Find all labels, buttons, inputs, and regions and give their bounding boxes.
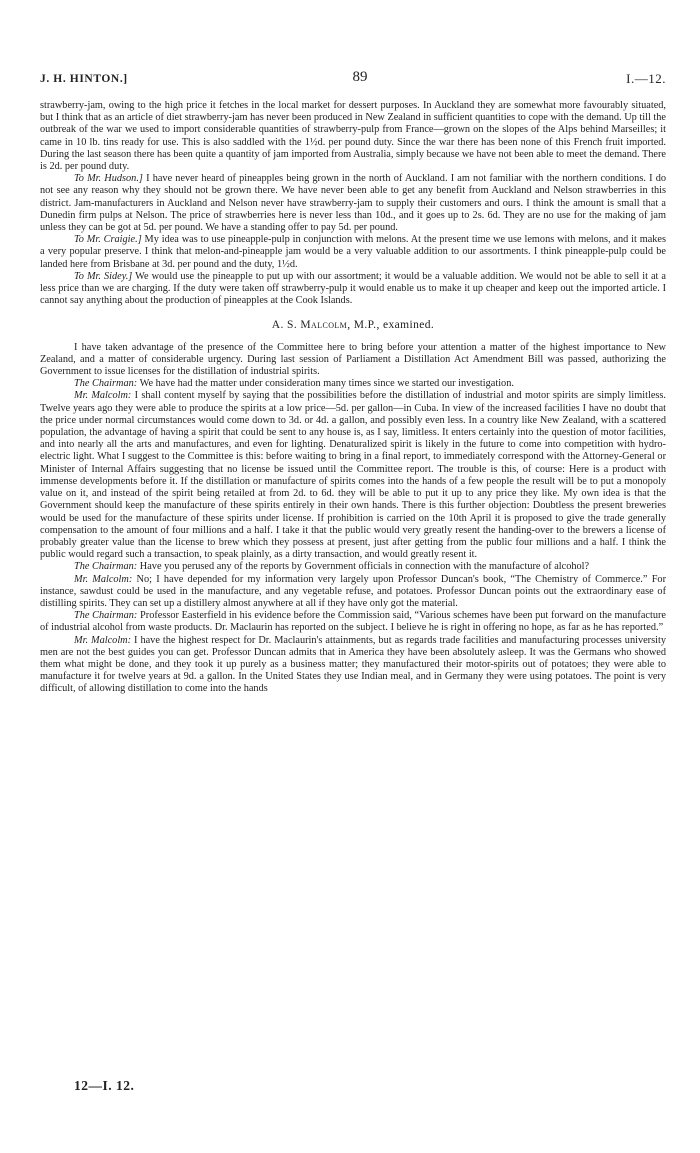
page-header bbox=[40, 70, 666, 88]
paragraph-chairman-3: The Chairman: Professor Easterfield in his evidence before the Commission said, “Various schemes have been put forward on the manufacture of industrial alcohol from waste products. Dr. Maclaurin has reported on the subject. I believe he is right in offering no hope, as far as he has reported.” bbox=[40, 610, 666, 634]
speaker-label: The Chairman: bbox=[74, 610, 138, 622]
paragraph-craigie: To Mr. Craigie.] My idea was to use pineapple-pulp in conjunction with melons. At the present time we use lemons with melons, and it makes a very popular preserve. I think that melon-and-pineapple jam would be a very valuable addition to our assortments. I think pineapple-pulp could be landed here from Brisbane at 3d. per pound and the duty, 1½d. bbox=[40, 234, 667, 270]
paragraph-chairman-2: The Chairman: Have you perused any of the reports by Government officials in connection with the manufacture of alcohol? bbox=[74, 561, 590, 573]
paragraph-malcolm-2: Mr. Malcolm: No; I have depended for my information very largely upon Professor Duncan's book, “The Chemistry of Commerce.” For instance, sawdust could be used in the manufacture, and any vegetable refuse, and potatoes. Professor Duncan points out the extraordinary ease of distilling spirits. They can set up a distillery almost anywhere at all if they have only got the material. bbox=[40, 573, 666, 609]
paragraph-hudson: To Mr. Hudson.] I have never heard of pineapples being grown in the north of Auckland. I am not familiar with the northern conditions. I do not see any reason why they should not be grown there. We have never been able to get any benefit from Auckland and Nelson strawberries in this district. Jam-manufacturers in Auckland and Nelson never have strawberry-jam to supply their customers and ours. I think the amount is small that a Dunedin firm pulps at Nelson. The price of strawberries here is never less than 10d., and it goes up to 2s. 6d. They are no use for the making of jam unless they can be got at 5d. per pound. We have a standing offer to pay 5d. per pound. bbox=[40, 173, 666, 234]
speaker-label: The Chairman: bbox=[74, 378, 138, 390]
speaker-label: To Mr. Hudson.] bbox=[74, 173, 143, 185]
paragraph-chairman-1: The Chairman: We have had the matter under consideration many times since we started our investigation. bbox=[74, 378, 514, 390]
paragraph-malcolm-intro: I have taken advantage of the presence of the Committee here to bring before your attention a matter of the highest importance to New Zealand, and a matter of considerable urgency. During last session of Parliament a Distillation Act Amendment Bill was passed, authorizing the Government to issue licenses for the distillation of industrial spirits. bbox=[40, 341, 666, 378]
page-number: 89 bbox=[352, 69, 368, 85]
paragraph-malcolm-1: Mr. Malcolm: I shall content myself by saying that the possibilities before the distillation of industrial and motor spirits are simply limitless. Twelve years ago they were able to produce the spirits at a low price—5d. per gallon—in Cuba. In view of the increased facilities I have no doubt that the price under normal circumstances would come down to 3d. or 4d. a gallon, and possibly even less. In a country like New Zealand, with a scattered population, the advantage of having a spirit that could be sent to any house is, as I say, limitless. It enters certainly into the question of motor facilities, and into nearly all the arts and manufactures, and even for lighting. Denaturalized spirit is likely in the future to come into competition with hydro-electric light. What I suggest to the Committee is this: before waiting to bring in a final report, to immediately correspond with the Attorney-General or Minister of Internal Affairs suggesting that no license be issued until the Committee report. The trouble is this, of course: Here is a product with immense developments before it. If the distillation or manufacture of spirits comes into the hands of a few people the result will be to put a monopoly value on it, and instead of the spirit being retailed at from 2d. to 6d. they will be able to put it up to any price they like. My own idea is that the Government should keep the manufacture of these spirits entirely in their own hands. There is this further objection: Doubtless the present breweries would be used for the manufacture of these spirits under license. If prohibition is carried on the 10th April it is proposed to give the trade generally compensation to the amount of four millions and a half. I take it that the public would very greatly resent the handing-over to the brewers a license of probably greater value than the license to brew which they possess at present, just after getting from the public four millions and a half. I think the public would regard such a transaction, to speak plainly, as a dirty transaction, and would greatly resent it. bbox=[40, 390, 666, 561]
section-heading bbox=[40, 319, 666, 331]
header-document-reference: I.—12. bbox=[626, 71, 666, 86]
page-body bbox=[40, 100, 666, 696]
header-witness-name: J. H. HINTON.] bbox=[40, 73, 128, 85]
page-footer-signature: 12—I. 12. bbox=[74, 1078, 135, 1093]
speaker-label: To Mr. Craigie.] bbox=[74, 234, 142, 246]
paragraph-continued: strawberry-jam, owing to the high price it fetches in the local market for dessert purposes. In Auckland they are somewhat more favourably situated, but I think that as an article of diet strawberry-jam has never been produced in New Zealand in sufficient quantities to cope with the demand. Up till the outbreak of the war we used to import considerable quantities of strawberry-pulp from France—grown on the slopes of the Alps behind Marseilles; it came in 10 lb. tins ready for use. This is also saddled with the 1½d. per pound duty. Since the war there has been none of this French fruit imported. During the last season there has been quite a quantity of jam imported from Australia, simply because we have not been able to meet the demand. There is 2d. per pound duty. bbox=[40, 100, 666, 173]
speaker-label: To Mr. Sidey.] bbox=[74, 270, 133, 282]
section-heading-suffix: , M.P., examined. bbox=[347, 319, 435, 332]
speaker-label: Mr. Malcolm: bbox=[74, 634, 132, 646]
speaker-label: Mr. Malcolm: bbox=[74, 573, 133, 585]
speaker-label: Mr. Malcolm: bbox=[74, 390, 132, 402]
paragraph-malcolm-3: Mr. Malcolm: I have the highest respect for Dr. Maclaurin's attainments, but as regards trade facilities and manufacturing processes university men are not the best guides you can get. Professor Duncan admits that in America they have been absolutely asleep. It was the Germans who showed them what might be done, and they took it up purely as a business matter; they manufactured their motor-spirits out of potatoes; they were able to manufacture it for twelve years at 9d. a gallon. In the United States they use Indian meal, and in Germany they were using potatoes. The point is very difficult, of allowing distillation to come into the hands bbox=[40, 634, 666, 695]
speaker-label: The Chairman: bbox=[74, 561, 138, 573]
paragraph-sidey: To Mr. Sidey.] We would use the pineapple to put up with our assortment; it would be a valuable addition. We would not be able to sell it at a less price than we are charging. If the duty were taken off strawberry-pulp it would enable us to make it up cheaper and keep out the imported article. I cannot say anything about the production of pineapples at the Cook Islands. bbox=[40, 270, 666, 307]
section-heading-name: A. S. Malcolm bbox=[271, 319, 348, 332]
